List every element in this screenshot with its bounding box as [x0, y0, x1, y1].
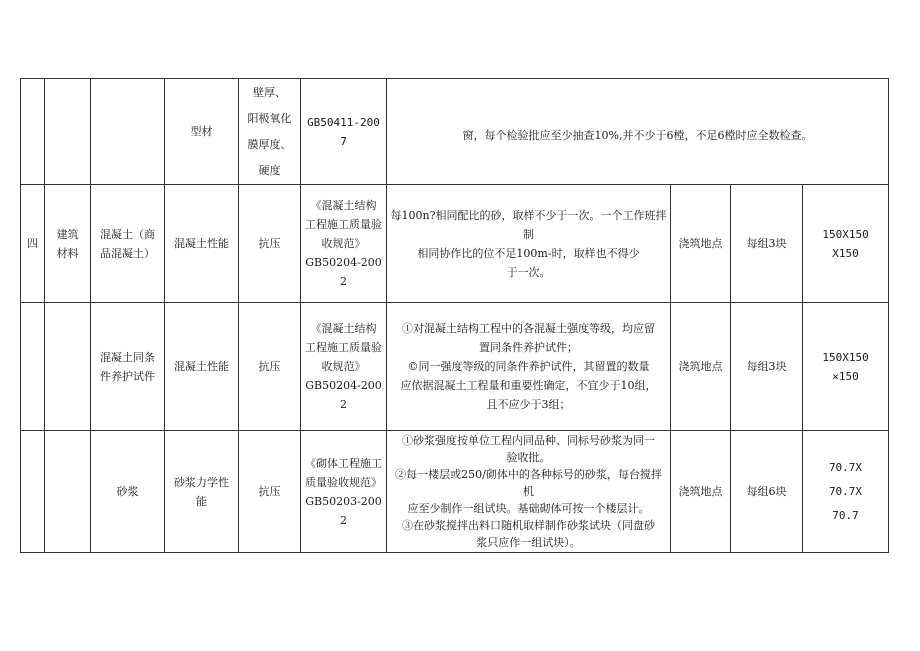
- table-row: [21, 303, 889, 431]
- group-cell: 每组3块: [731, 185, 803, 303]
- rule-cell: ①砂浆强度按单位工程内同品种、同标号砂浆为同一 验收批。 ②每一楼层或250/砌体中的各种标号的砂浆，每台搅拌机 应至少制作一组试块。基础砌体可按一个楼层计。 ③在砂浆搅拌出料口随机取样制作砂浆试块（同盘砂 浆只应作一组试块）。: [387, 431, 671, 553]
- size-cell: 150X150 ×150: [803, 303, 889, 431]
- category-cell: 建筑 材料: [45, 185, 91, 303]
- place-cell: 浇筑地点: [671, 303, 731, 431]
- seq-cell: [21, 79, 45, 185]
- item-cell: 混凝土性能: [165, 303, 239, 431]
- item-cell: 型材: [165, 79, 239, 185]
- name-cell: 混凝土（商 品混凝土）: [91, 185, 165, 303]
- param-cell: 壁厚、 阳极氧化 膜厚度、 硬度: [239, 79, 301, 185]
- rule-cell: ①对混凝土结构工程中的各混凝土强度等级，均应留 置同条件养护试件； ©同一强度等级的同条件养护试件，其留置的数量 应依据混凝土工程量和重要性确定，不宜少于10组， 且不应少于3组；: [387, 303, 671, 431]
- spec-table: [20, 78, 889, 553]
- seq-cell: [21, 303, 45, 431]
- rule-cell: 窗，每个检验批应至少抽查10%,并不少于6樘，不足6樘时应全数检查。: [387, 79, 889, 185]
- param-cell: 抗压: [239, 185, 301, 303]
- group-cell: 每组3块: [731, 303, 803, 431]
- category-cell: [45, 431, 91, 553]
- table-row: [21, 185, 889, 303]
- group-cell: 每组6块: [731, 431, 803, 553]
- category-cell: [45, 303, 91, 431]
- param-cell: 抗压: [239, 303, 301, 431]
- standard-cell: 《混凝土结构 工程施工质量验 收规范》 GB50204-2002: [301, 303, 387, 431]
- seq-cell: [21, 431, 45, 553]
- seq-cell: 四: [21, 185, 45, 303]
- name-cell: 砂浆: [91, 431, 165, 553]
- rule-cell: 每100n?相同配比的砂，取样不少于一次。一个工作班拌制 相同协作比的位不足100m-时，取样也不得少 于一次。: [387, 185, 671, 303]
- item-cell: 混凝土性能: [165, 185, 239, 303]
- name-cell: [91, 79, 165, 185]
- standard-cell: 《砌体工程施工 质量验收规范》 GB50203-2002: [301, 431, 387, 553]
- table-row: [21, 431, 889, 553]
- standard-cell: 《混凝土结构 工程施工质量验 收规范》 GB50204-2002: [301, 185, 387, 303]
- param-cell: 抗压: [239, 431, 301, 553]
- item-cell: 砂浆力学性 能: [165, 431, 239, 553]
- place-cell: 浇筑地点: [671, 431, 731, 553]
- category-cell: [45, 79, 91, 185]
- size-cell: 70.7X 70.7X 70.7: [803, 431, 889, 553]
- size-cell: 150X150 X150: [803, 185, 889, 303]
- name-cell: 混凝土同条 件养护试件: [91, 303, 165, 431]
- place-cell: 浇筑地点: [671, 185, 731, 303]
- standard-cell: GB50411-2007: [301, 79, 387, 185]
- table-row: [21, 79, 889, 185]
